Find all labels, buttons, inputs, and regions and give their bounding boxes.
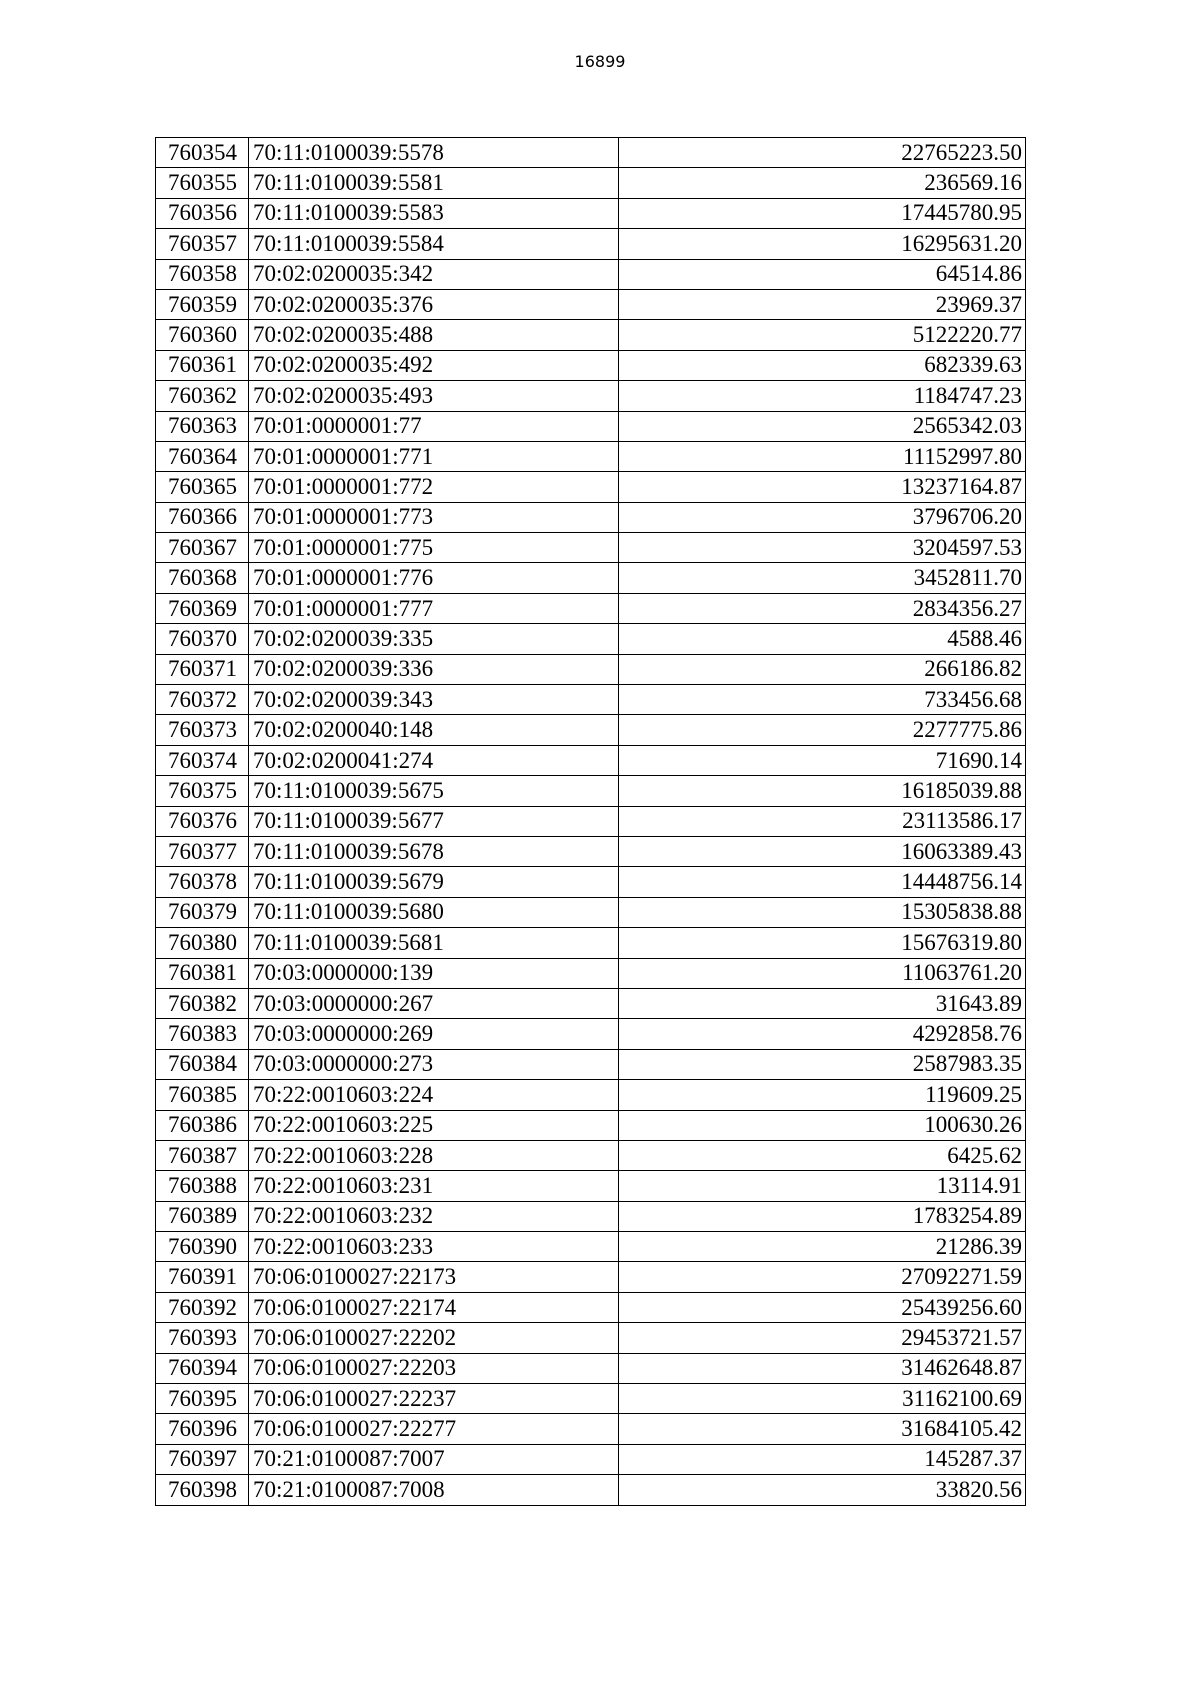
cadastral-value-cell: 3204597.53	[619, 533, 1026, 563]
cadastral-number-cell: 70:22:0010603:233	[249, 1232, 619, 1262]
cadastral-value-cell: 15676319.80	[619, 928, 1026, 958]
cadastral-value-cell: 31643.89	[619, 988, 1026, 1018]
cadastral-value-cell: 119609.25	[619, 1080, 1026, 1110]
cadastral-number-cell: 70:21:0100087:7007	[249, 1444, 619, 1474]
table-row	[156, 867, 1026, 897]
cadastral-number-cell: 70:01:0000001:776	[249, 563, 619, 593]
cadastral-number-cell: 70:03:0000000:273	[249, 1049, 619, 1079]
cadastral-number-cell: 70:11:0100039:5675	[249, 776, 619, 806]
table-row	[156, 563, 1026, 593]
cadastral-value-cell: 2587983.35	[619, 1049, 1026, 1079]
cadastral-value-table	[155, 137, 1026, 1506]
cadastral-value-cell: 64514.86	[619, 259, 1026, 289]
cadastral-value-cell: 16063389.43	[619, 836, 1026, 866]
table-row	[156, 1384, 1026, 1414]
cadastral-number-cell: 70:01:0000001:773	[249, 502, 619, 532]
row-number-cell: 760391	[156, 1262, 249, 1292]
cadastral-value-cell: 236569.16	[619, 168, 1026, 198]
cadastral-value-cell: 2834356.27	[619, 593, 1026, 623]
cadastral-value-cell: 31462648.87	[619, 1353, 1026, 1383]
cadastral-number-cell: 70:06:0100027:22277	[249, 1414, 619, 1444]
cadastral-number-cell: 70:01:0000001:771	[249, 441, 619, 471]
table-row	[156, 259, 1026, 289]
row-number-cell: 760371	[156, 654, 249, 684]
row-number-cell: 760392	[156, 1292, 249, 1322]
cadastral-number-cell: 70:02:0200039:335	[249, 624, 619, 654]
row-number-cell: 760374	[156, 745, 249, 775]
row-number-cell: 760356	[156, 198, 249, 228]
cadastral-value-cell: 15305838.88	[619, 897, 1026, 927]
table-row	[156, 411, 1026, 441]
row-number-cell: 760385	[156, 1080, 249, 1110]
table-row	[156, 472, 1026, 502]
table-row	[156, 289, 1026, 319]
row-number-cell: 760370	[156, 624, 249, 654]
cadastral-number-cell: 70:02:0200035:493	[249, 381, 619, 411]
cadastral-value-cell: 4588.46	[619, 624, 1026, 654]
table-row	[156, 836, 1026, 866]
table-row	[156, 198, 1026, 228]
cadastral-number-cell: 70:06:0100027:22203	[249, 1353, 619, 1383]
table-row	[156, 715, 1026, 745]
row-number-cell: 760358	[156, 259, 249, 289]
cadastral-value-cell: 29453721.57	[619, 1323, 1026, 1353]
row-number-cell: 760366	[156, 502, 249, 532]
cadastral-value-cell: 21286.39	[619, 1232, 1026, 1262]
row-number-cell: 760379	[156, 897, 249, 927]
table-row	[156, 1444, 1026, 1474]
cadastral-number-cell: 70:03:0000000:267	[249, 988, 619, 1018]
table-row	[156, 1262, 1026, 1292]
row-number-cell: 760378	[156, 867, 249, 897]
table-row	[156, 1140, 1026, 1170]
cadastral-number-cell: 70:11:0100039:5584	[249, 229, 619, 259]
row-number-cell: 760362	[156, 381, 249, 411]
cadastral-number-cell: 70:06:0100027:22173	[249, 1262, 619, 1292]
cadastral-value-cell: 3452811.70	[619, 563, 1026, 593]
row-number-cell: 760390	[156, 1232, 249, 1262]
cadastral-value-cell: 682339.63	[619, 350, 1026, 380]
row-number-cell: 760373	[156, 715, 249, 745]
row-number-cell: 760372	[156, 685, 249, 715]
row-number-cell: 760389	[156, 1201, 249, 1231]
row-number-cell: 760396	[156, 1414, 249, 1444]
cadastral-number-cell: 70:01:0000001:77	[249, 411, 619, 441]
cadastral-value-cell: 4292858.76	[619, 1019, 1026, 1049]
table-row	[156, 229, 1026, 259]
cadastral-value-cell: 1184747.23	[619, 381, 1026, 411]
cadastral-number-cell: 70:02:0200035:492	[249, 350, 619, 380]
cadastral-number-cell: 70:02:0200041:274	[249, 745, 619, 775]
table-row	[156, 593, 1026, 623]
row-number-cell: 760383	[156, 1019, 249, 1049]
cadastral-value-cell: 266186.82	[619, 654, 1026, 684]
row-number-cell: 760363	[156, 411, 249, 441]
row-number-cell: 760382	[156, 988, 249, 1018]
cadastral-value-cell: 11063761.20	[619, 958, 1026, 988]
cadastral-number-cell: 70:02:0200040:148	[249, 715, 619, 745]
cadastral-number-cell: 70:11:0100039:5679	[249, 867, 619, 897]
cadastral-value-cell: 31162100.69	[619, 1384, 1026, 1414]
cadastral-value-cell: 2277775.86	[619, 715, 1026, 745]
cadastral-number-cell: 70:02:0200035:376	[249, 289, 619, 319]
row-number-cell: 760361	[156, 350, 249, 380]
cadastral-number-cell: 70:11:0100039:5680	[249, 897, 619, 927]
table-row	[156, 1201, 1026, 1231]
cadastral-number-cell: 70:01:0000001:772	[249, 472, 619, 502]
table-row	[156, 1292, 1026, 1322]
row-number-cell: 760367	[156, 533, 249, 563]
cadastral-value-cell: 23113586.17	[619, 806, 1026, 836]
cadastral-number-cell: 70:11:0100039:5677	[249, 806, 619, 836]
table-row	[156, 685, 1026, 715]
cadastral-number-cell: 70:02:0200035:488	[249, 320, 619, 350]
table-row	[156, 1110, 1026, 1140]
cadastral-value-cell: 31684105.42	[619, 1414, 1026, 1444]
cadastral-value-cell: 6425.62	[619, 1140, 1026, 1170]
table-row	[156, 1323, 1026, 1353]
cadastral-number-cell: 70:11:0100039:5581	[249, 168, 619, 198]
cadastral-value-cell: 27092271.59	[619, 1262, 1026, 1292]
table-row	[156, 1475, 1026, 1505]
row-number-cell: 760387	[156, 1140, 249, 1170]
cadastral-value-cell: 733456.68	[619, 685, 1026, 715]
table-row	[156, 1232, 1026, 1262]
cadastral-value-cell: 25439256.60	[619, 1292, 1026, 1322]
cadastral-number-cell: 70:06:0100027:22237	[249, 1384, 619, 1414]
row-number-cell: 760398	[156, 1475, 249, 1505]
page-number: 16899	[574, 52, 626, 71]
table-row	[156, 1171, 1026, 1201]
row-number-cell: 760359	[156, 289, 249, 319]
table-row	[156, 441, 1026, 471]
table-row	[156, 806, 1026, 836]
cadastral-number-cell: 70:21:0100087:7008	[249, 1475, 619, 1505]
table-row	[156, 350, 1026, 380]
cadastral-number-cell: 70:11:0100039:5681	[249, 928, 619, 958]
table-row	[156, 533, 1026, 563]
row-number-cell: 760380	[156, 928, 249, 958]
cadastral-value-cell: 1783254.89	[619, 1201, 1026, 1231]
table-row	[156, 988, 1026, 1018]
cadastral-number-cell: 70:03:0000000:139	[249, 958, 619, 988]
table-row	[156, 776, 1026, 806]
table-row	[156, 320, 1026, 350]
table-row	[156, 928, 1026, 958]
table-row	[156, 138, 1026, 168]
cadastral-number-cell: 70:11:0100039:5678	[249, 836, 619, 866]
cadastral-number-cell: 70:22:0010603:224	[249, 1080, 619, 1110]
cadastral-value-cell: 71690.14	[619, 745, 1026, 775]
cadastral-value-cell: 13114.91	[619, 1171, 1026, 1201]
cadastral-number-cell: 70:01:0000001:775	[249, 533, 619, 563]
row-number-cell: 760365	[156, 472, 249, 502]
cadastral-value-cell: 22765223.50	[619, 138, 1026, 168]
table-row	[156, 897, 1026, 927]
row-number-cell: 760364	[156, 441, 249, 471]
cadastral-number-cell: 70:06:0100027:22174	[249, 1292, 619, 1322]
cadastral-number-cell: 70:06:0100027:22202	[249, 1323, 619, 1353]
row-number-cell: 760386	[156, 1110, 249, 1140]
cadastral-value-cell: 11152997.80	[619, 441, 1026, 471]
row-number-cell: 760393	[156, 1323, 249, 1353]
row-number-cell: 760388	[156, 1171, 249, 1201]
row-number-cell: 760369	[156, 593, 249, 623]
row-number-cell: 760384	[156, 1049, 249, 1079]
row-number-cell: 760355	[156, 168, 249, 198]
table-row	[156, 1353, 1026, 1383]
cadastral-number-cell: 70:01:0000001:777	[249, 593, 619, 623]
cadastral-value-cell: 33820.56	[619, 1475, 1026, 1505]
row-number-cell: 760397	[156, 1444, 249, 1474]
row-number-cell: 760395	[156, 1384, 249, 1414]
row-number-cell: 760368	[156, 563, 249, 593]
row-number-cell: 760377	[156, 836, 249, 866]
cadastral-number-cell: 70:03:0000000:269	[249, 1019, 619, 1049]
row-number-cell: 760381	[156, 958, 249, 988]
row-number-cell: 760360	[156, 320, 249, 350]
cadastral-value-cell: 5122220.77	[619, 320, 1026, 350]
cadastral-number-cell: 70:11:0100039:5583	[249, 198, 619, 228]
table-row	[156, 1080, 1026, 1110]
cadastral-value-cell: 13237164.87	[619, 472, 1026, 502]
row-number-cell: 760376	[156, 806, 249, 836]
table-row	[156, 624, 1026, 654]
cadastral-value-cell: 16295631.20	[619, 229, 1026, 259]
cadastral-number-cell: 70:02:0200035:342	[249, 259, 619, 289]
table-row	[156, 168, 1026, 198]
cadastral-value-cell: 145287.37	[619, 1444, 1026, 1474]
table-row	[156, 381, 1026, 411]
table-row	[156, 654, 1026, 684]
table-row	[156, 958, 1026, 988]
cadastral-number-cell: 70:02:0200039:336	[249, 654, 619, 684]
table-row	[156, 1049, 1026, 1079]
table-row	[156, 745, 1026, 775]
cadastral-number-cell: 70:22:0010603:232	[249, 1201, 619, 1231]
cadastral-value-cell: 2565342.03	[619, 411, 1026, 441]
row-number-cell: 760394	[156, 1353, 249, 1383]
row-number-cell: 760357	[156, 229, 249, 259]
cadastral-value-cell: 17445780.95	[619, 198, 1026, 228]
cadastral-value-cell: 100630.26	[619, 1110, 1026, 1140]
cadastral-number-cell: 70:22:0010603:231	[249, 1171, 619, 1201]
cadastral-value-cell: 16185039.88	[619, 776, 1026, 806]
cadastral-number-cell: 70:22:0010603:225	[249, 1110, 619, 1140]
row-number-cell: 760375	[156, 776, 249, 806]
cadastral-value-cell: 3796706.20	[619, 502, 1026, 532]
table-row	[156, 502, 1026, 532]
cadastral-value-cell: 14448756.14	[619, 867, 1026, 897]
cadastral-value-cell: 23969.37	[619, 289, 1026, 319]
row-number-cell: 760354	[156, 138, 249, 168]
cadastral-number-cell: 70:11:0100039:5578	[249, 138, 619, 168]
cadastral-number-cell: 70:22:0010603:228	[249, 1140, 619, 1170]
table-row	[156, 1019, 1026, 1049]
cadastral-number-cell: 70:02:0200039:343	[249, 685, 619, 715]
table-body	[156, 138, 1026, 1506]
table-row	[156, 1414, 1026, 1444]
